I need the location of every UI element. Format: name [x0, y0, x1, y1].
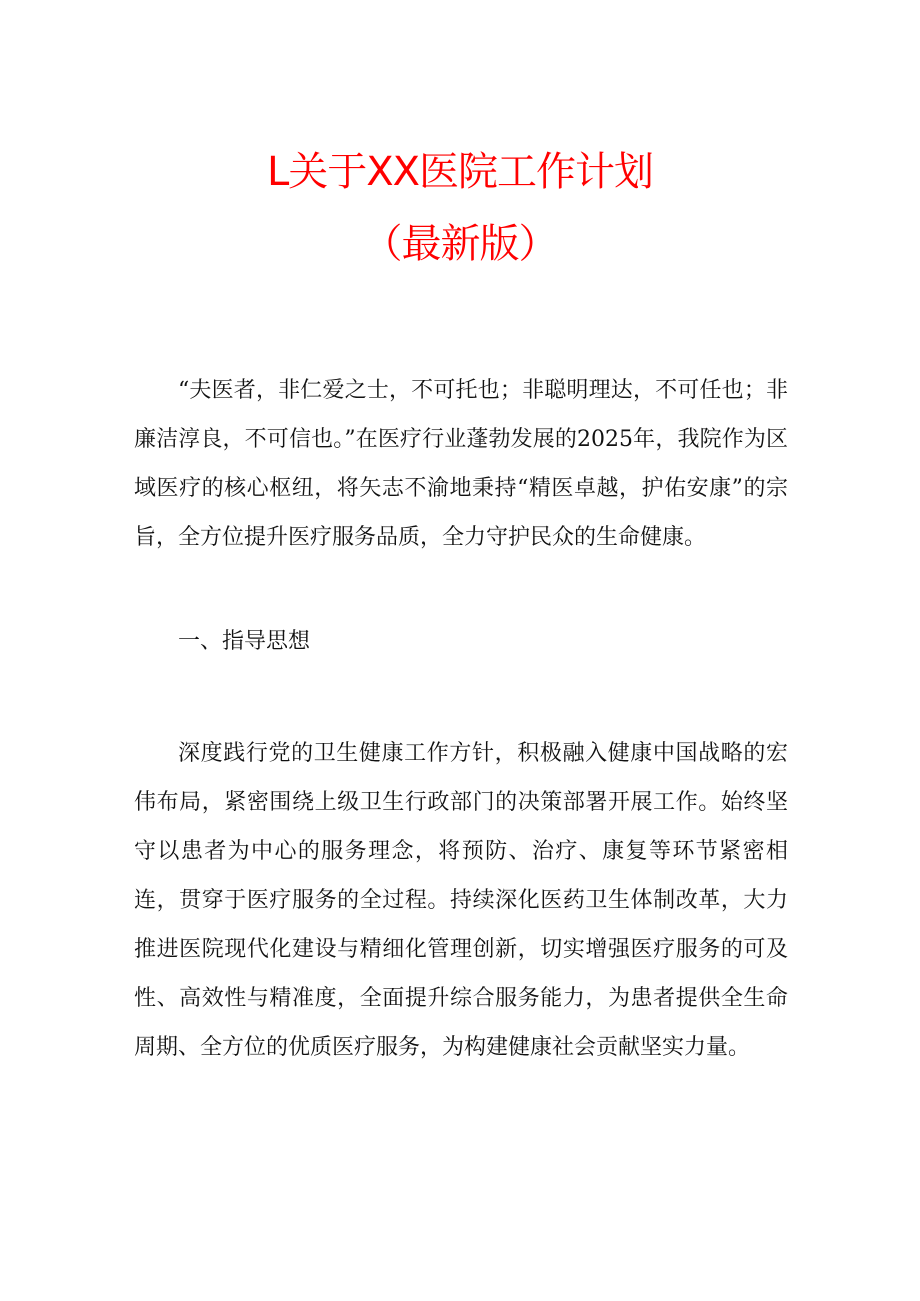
section-heading-guiding-ideology: 一、指导思想 — [178, 629, 311, 654]
document-title: L关于XX医院工作计划 — [266, 149, 654, 195]
section-paragraph-guiding-ideology: 深度践行党的卫生健康工作方针，积极融入健康中国战略的宏伟布局，紧密围绕上级卫生行政部门的决策部署开展工作。始终坚守以患者为中心的服务理念，将预防、治疗、康复等环节紧密相连，贯穿于医疗服务的全过程。持续深化医药卫生体制改革，大力推进医院现代化建设与精细化管理创新，切实增强医疗服务的可及性、高效性与精准度，全面提升综合服务能力，为患者提供全生命周期、全方位的优质医疗服务，为构建健康社会贡献坚实力量。 — [134, 741, 788, 1060]
document-subtitle: （最新版） — [362, 221, 558, 267]
intro-paragraph: “夫医者，非仁爱之士，不可托也；非聪明理达，不可任也；非廉洁淳良，不可信也。”在医疗行业蓬勃发展的2025年，我院作为区域医疗的核心枢纽，将矢志不渝地秉持“精医卓越，护佑安康”的宗旨，全方位提升医疗服务品质，全力守护民众的生命健康。 — [134, 378, 788, 550]
